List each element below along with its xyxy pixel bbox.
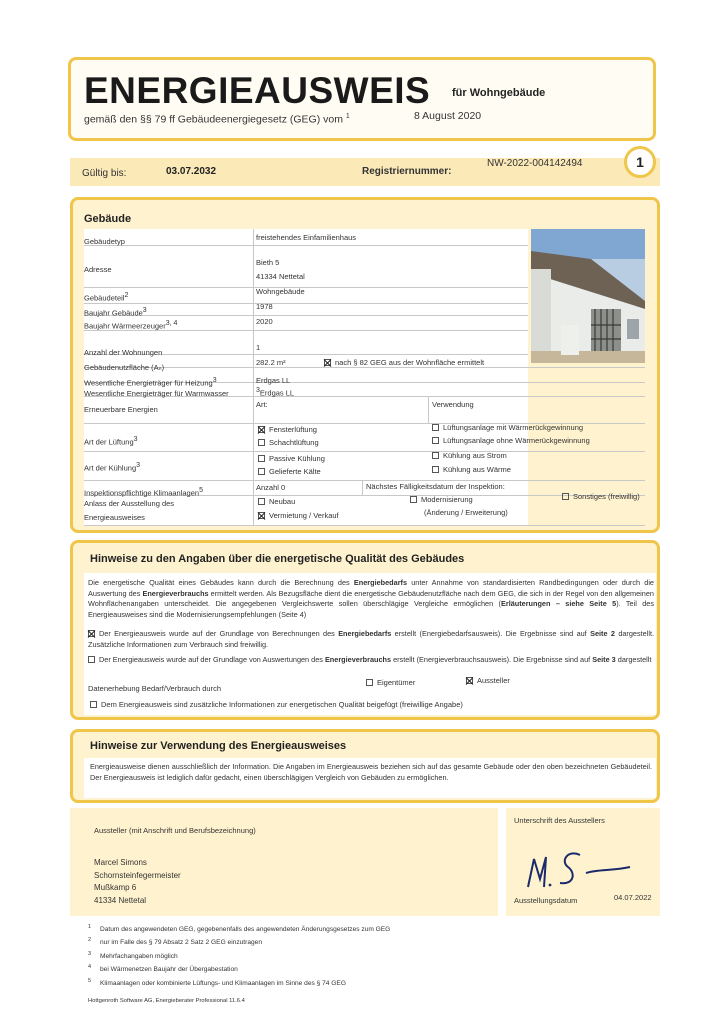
waermeerzeuger-footnote: 3, 4 xyxy=(165,320,178,327)
checkbox-eigentuemer[interactable] xyxy=(366,679,373,686)
bedarf-a: Der Energieausweis wurde auf der Grundlage von Berechnungen des xyxy=(99,629,339,638)
eigentuemer-label: Eigentümer xyxy=(377,678,416,687)
value-heizung: Erdgas LL xyxy=(256,376,291,385)
value-baujahr: 1978 xyxy=(256,302,273,311)
checkbox-lueftung-ohne-wrg[interactable] xyxy=(432,437,439,444)
bedarf-c: erstellt (Energiebedarfsausweis). Die Ergebnisse sind auf xyxy=(391,629,591,638)
para1-d: Energieverbrauchs xyxy=(142,588,209,598)
label-kuehlung xyxy=(84,458,140,474)
kuehlung-strom-label: Kühlung aus Strom xyxy=(443,451,507,460)
anlass-sonstiges-label: Sonstiges (freiwillig) xyxy=(573,492,640,501)
label-gebaeudeteil-text: Gebäudeteil xyxy=(84,293,125,303)
label-anlass-line2: Energieausweises xyxy=(84,513,145,522)
ausstellungsdatum: 04.07.2022 xyxy=(614,893,652,902)
valid-label: Gültig bis: xyxy=(82,168,127,179)
label-baujahr-text: Baujahr Gebäude xyxy=(84,308,143,318)
label-anlass xyxy=(84,497,174,525)
anlass-neubau-label: Neubau xyxy=(269,497,296,506)
label-erneuerbar: Erneuerbare Energien xyxy=(84,405,158,414)
page-number: 1 xyxy=(624,146,656,178)
kuehlung-option-kaelte[interactable] xyxy=(258,467,321,476)
label-waermeerzeuger xyxy=(84,316,177,332)
kuehlung-option-passiv[interactable] xyxy=(258,454,325,463)
label-klima-text: Inspektionspflichtige Klimaanlagen xyxy=(84,488,200,498)
aussteller-ort: 41334 Nettetal xyxy=(94,895,147,905)
lueftung-option-mit-wrg[interactable] xyxy=(432,423,583,432)
anlass-vermietung-label: Vermietung / Verkauf xyxy=(269,511,339,520)
law-text: gemäß den §§ 79 ff Gebäudeenergiegesetz (GEG) vom xyxy=(84,113,343,126)
anlass-option-vermietung[interactable] xyxy=(258,511,339,520)
kuehlung-waerme-label: Kühlung aus Wärme xyxy=(443,465,511,474)
checkbox-lueftung-mit-wrg[interactable] xyxy=(432,424,439,431)
klima-footnote: 5 xyxy=(199,487,203,494)
reg-number: NW-2022-004142494 xyxy=(487,158,583,169)
checkbox-modernisierung[interactable] xyxy=(410,496,417,503)
checkbox-kuehlung-strom[interactable] xyxy=(432,452,439,459)
footnote-2: 2 nur im Falle des § 79 Absatz 2 Satz 2 GEG einzutragen xyxy=(88,937,263,947)
para1-b: Energiebedarfs xyxy=(353,578,408,587)
verbrauch-d: Seite 3 xyxy=(592,655,616,664)
zusatz-option[interactable] xyxy=(90,700,463,709)
value-gebaeudeteil: Wohngebäude xyxy=(256,287,305,296)
kuehlung-footnote: 3 xyxy=(136,462,141,469)
lueftung-fenster-label: Fensterlüftung xyxy=(269,425,317,434)
lueftung-ohne-wrg-label: Lüftungsanlage ohne Wärmerückgewinnung xyxy=(443,436,590,445)
label-lueftung xyxy=(84,432,138,448)
datenerhebung-eigentuemer[interactable] xyxy=(366,678,415,687)
bedarf-d: Seite 2 xyxy=(590,629,615,638)
software-credit: Hottgenroth Software AG, Energieberater Professional 11.6.4 xyxy=(88,998,245,1004)
checkbox-gelieferte-kaelte[interactable] xyxy=(258,468,265,475)
document-subtitle: für Wohngebäude xyxy=(452,87,546,99)
value-adresse-line2: 41334 Nettetal xyxy=(256,272,305,281)
gebaeude-title: Gebäude xyxy=(84,213,132,225)
lueftung-schacht-label: Schachtlüftung xyxy=(269,438,319,447)
kuehlung-passiv-label: Passive Kühlung xyxy=(269,454,325,463)
checkbox-energieverbrauch[interactable] xyxy=(88,656,95,663)
verwendung-text: Energieausweise dienen ausschließlich der Information. Die Angaben im Energieausweis beziehen sich auf das gesamte Gebäude oder den oben bezeichneten Gebäudeteil. Der Energieausweis ist lediglich dafür gedacht, einen überschlägigen Vergleich von Gebäuden zu ermöglichen. xyxy=(90,762,652,782)
para1-g: ). Teil des Energieausweises sind die Modernisierungsempfehlungen (Seite 4) xyxy=(88,599,654,619)
footnote-1: 1 Datum des angewendeten GEG, gegebenenfalls des angewendeten Änderungsgesetzes zum GEG xyxy=(88,924,391,934)
kuehlung-kaelte-label: Gelieferte Kälte xyxy=(269,467,321,476)
value-adresse-line1: Bieth 5 xyxy=(256,258,280,267)
label-adresse: Adresse xyxy=(84,265,112,274)
nutzflaeche-note-text: nach § 82 GEG aus der Wohnfläche ermittelt xyxy=(335,358,485,367)
lueftung-option-ohne-wrg[interactable] xyxy=(432,436,590,445)
checkbox-neubau[interactable] xyxy=(258,498,265,505)
verbrauch-option xyxy=(88,655,654,666)
para1-a: Die energetische Qualität eines Gebäudes kann durch die Berechnung des xyxy=(88,578,354,587)
value-erneuerbar-verwendung: Verwendung xyxy=(432,400,474,409)
value-nutzflaeche: 282.2 m² xyxy=(256,358,286,367)
label-gebaeudetyp: Gebäudetyp xyxy=(84,237,125,246)
verwendung-title: Hinweise zur Verwendung des Energieausweises xyxy=(90,740,347,752)
aussteller-strasse: Mußkamp 6 xyxy=(94,883,137,892)
valid-date: 03.07.2032 xyxy=(166,166,217,177)
label-warmwasser: Wesentliche Energieträger für Warmwasser xyxy=(84,389,229,398)
zusatz-label: Dem Energieausweis sind zusätzliche Informationen zur energetischen Qualität beigefügt (freiwillige Angabe) xyxy=(101,700,463,709)
checkbox-sonstiges[interactable] xyxy=(562,493,569,500)
house-image xyxy=(531,229,645,363)
warmwasser-footnote: 3 xyxy=(256,387,260,394)
footnote-4: 4 bei Wärmenetzen Baujahr der Übergabestation xyxy=(88,964,238,974)
law-footnote: 1 xyxy=(345,113,350,120)
building-photo xyxy=(531,229,645,363)
checkbox-passive-kuehlung[interactable] xyxy=(258,455,265,462)
label-waermeerzeuger-text: Baujahr Wärmeerzeuger xyxy=(84,321,166,331)
lueftung-footnote: 3 xyxy=(133,436,138,443)
anlass-modernisierung-note: (Änderung / Erweiterung) xyxy=(424,508,508,517)
aussteller-option-label: Aussteller xyxy=(477,676,510,685)
document-title: ENERGIEAUSWEIS xyxy=(84,70,431,111)
footnotes xyxy=(88,922,390,989)
label-lueftung-text: Art der Lüftung xyxy=(84,437,134,447)
datenerhebung-label: Datenerhebung Bedarf/Verbrauch durch xyxy=(88,684,222,693)
nutzflaeche-note xyxy=(324,355,484,371)
checkbox-kuehlung-waerme[interactable] xyxy=(432,466,439,473)
verbrauch-b: Energieverbrauchs xyxy=(324,655,392,664)
anlass-option-neubau[interactable] xyxy=(258,497,295,506)
checkbox-schachtlueftung[interactable] xyxy=(258,439,265,446)
anlass-modernisierung-label: Modernisierung xyxy=(421,495,473,504)
anlass-option-modernisierung[interactable] xyxy=(410,495,473,504)
bedarf-b: Energiebedarfs xyxy=(338,629,392,638)
label-heizung-text: Wesentliche Energieträger für Heizung xyxy=(84,378,213,388)
anlass-option-sonstiges[interactable] xyxy=(562,492,640,501)
aussteller-beruf: Schornsteinfegermeister xyxy=(94,870,181,880)
signature-image xyxy=(522,845,642,893)
para1-c: unter Annahme von standardisierten Randbedingungen oder durch die Auswertung des xyxy=(88,578,654,598)
checkbox-aussteller[interactable] xyxy=(466,677,473,684)
law-date: 8 August 2020 xyxy=(414,110,482,122)
value-waermeerzeuger: 2020 xyxy=(256,317,273,326)
unterschrift-label: Unterschrift des Ausstellers xyxy=(514,816,605,825)
label-anlass-line1: Anlass der Ausstellung des xyxy=(84,499,175,508)
value-wohnungen: 1 xyxy=(256,343,261,352)
checkbox-fensterlueftung[interactable] xyxy=(258,426,265,433)
heizung-footnote: 3 xyxy=(212,377,217,384)
footnote-3: 3 Mehrfachangaben möglich xyxy=(88,950,178,960)
label-gebaeudeteil xyxy=(84,288,128,304)
datum-label: Ausstellungsdatum xyxy=(514,896,578,905)
checkbox-zusatzinformationen[interactable] xyxy=(90,701,97,708)
hinweise-paragraph xyxy=(88,578,654,620)
hinweise-title: Hinweise zu den Angaben über die energetische Qualität des Gebäudes xyxy=(90,553,465,565)
value-erneuerbar-art: Art: xyxy=(256,400,268,409)
value-klima-anzahl: Anzahl 0 xyxy=(256,483,286,492)
verbrauch-e: dargestellt xyxy=(615,655,652,664)
aussteller-name: Marcel Simons xyxy=(94,858,147,867)
lueftung-mit-wrg-label: Lüftungsanlage mit Wärmerückgewinnung xyxy=(443,423,584,432)
baujahr-footnote: 3 xyxy=(142,307,147,314)
verbrauch-a: Der Energieausweis wurde auf der Grundlage von Auswertungen des xyxy=(99,655,325,664)
bedarf-option xyxy=(88,629,654,650)
kuehlung-option-strom[interactable] xyxy=(432,451,507,460)
gebaeudeteil-footnote: 2 xyxy=(124,292,129,299)
aussteller-address xyxy=(94,857,181,907)
aussteller-label: Aussteller (mit Anschrift und Berufsbezeichnung) xyxy=(94,826,256,835)
label-wohnungen: Anzahl der Wohnungen xyxy=(84,348,163,357)
value-gebaeudetyp: freistehendes Einfamilienhaus xyxy=(256,233,357,242)
bedarf-e: dargestellt. Zusätzliche Informationen zum Verbrauch sind freiwillig. xyxy=(88,629,655,649)
footnote-5: 5 Klimaanlagen oder kombinierte Lüftungs- und Klimaanlagen im Sinne des § 74 GEG xyxy=(88,977,346,987)
value-warmwasser-text: Erdgas LL xyxy=(259,388,295,398)
label-kuehlung-text: Art der Kühlung xyxy=(84,463,137,473)
value-klima-faellig: Nächstes Fälligkeitsdatum der Inspektion: xyxy=(366,482,505,491)
nutzflaeche-checkbox[interactable] xyxy=(324,359,331,366)
label-nutzflaeche: Gebäudenutzfläche (Aₙ) xyxy=(84,363,165,372)
law-reference xyxy=(84,113,350,126)
checkbox-energiebedarf[interactable] xyxy=(88,630,95,637)
datenerhebung-aussteller[interactable] xyxy=(466,676,510,685)
verbrauch-c: erstellt (Energieverbrauchsausweis). Die Ergebnisse sind auf xyxy=(391,655,593,664)
reg-label: Registriernummer: xyxy=(362,166,452,177)
lueftung-option-schacht[interactable] xyxy=(258,438,319,447)
para1-f: Erläuterungen – siehe Seite 5 xyxy=(500,599,617,609)
para1-e: ermittelt werden. Als Bezugsfläche dient die energetische Gebäudenutzfläche nach dem GEG, die sich in der Regel von den allgemeinen Wohnflächenangaben unterscheidet. Die angegebenen Vergleichswerte sollen überschlägige Vergleiche ermöglichen ( xyxy=(88,588,654,609)
checkbox-vermietung[interactable] xyxy=(258,512,265,519)
kuehlung-option-waerme[interactable] xyxy=(432,465,511,474)
lueftung-option-fenster[interactable] xyxy=(258,425,317,434)
